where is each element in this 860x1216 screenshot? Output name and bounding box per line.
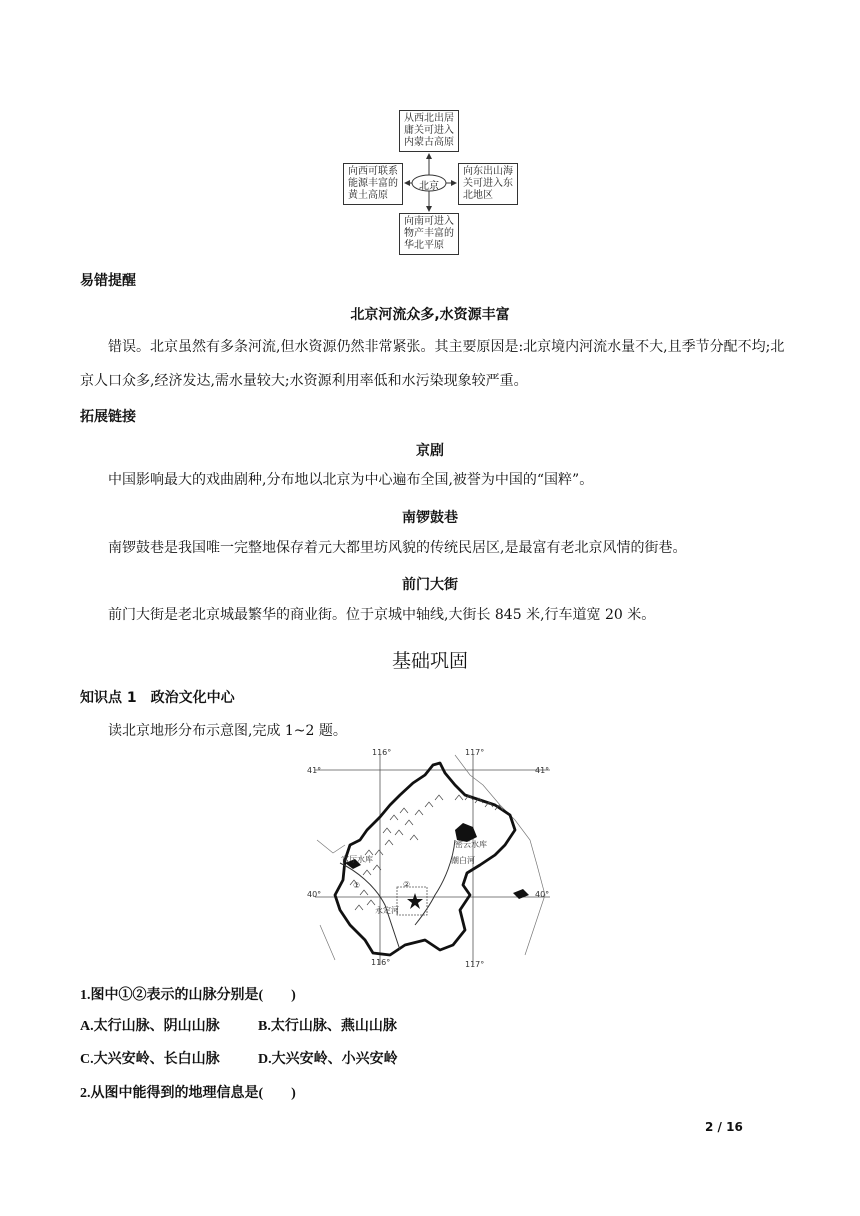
- map-label-2: ②: [403, 880, 411, 889]
- knowledge-point: 知识点 1 政治文化中心: [80, 690, 235, 706]
- diagram-north-box: 从西北出居庸关可进入内蒙古高原: [399, 110, 459, 152]
- diagram-south-box: 向南可进入物产丰富的华北平原: [399, 213, 459, 255]
- lon-label-116-top: 116°: [372, 748, 392, 757]
- diagram-west-box: 向西可联系能源丰富的黄土高原: [343, 163, 403, 205]
- lat-label-40-left: 40°: [307, 890, 322, 899]
- lat-label-40-right: 40°: [535, 890, 550, 899]
- diagram-center-label: 北京: [419, 181, 439, 192]
- section-title: 基础巩固: [391, 650, 468, 672]
- mistake-body: 错误。北京虽然有多条河流,但水资源仍然非常紧张。其主要原因是:北京境内河流水量不大,且季节分配不均;北京人口众多,经济发达,需水量较大;水资源利用率低和水污染现象较严重。: [80, 339, 785, 389]
- question-2-stem: 2.从图中能得到的地理信息是( ): [80, 1086, 296, 1101]
- lat-label-41-right: 41°: [535, 766, 550, 775]
- map-label-chaobai: 潮白河: [451, 856, 475, 865]
- lon-label-116-bottom: 116°: [371, 958, 391, 967]
- extension-body-3: 前门大街是老北京城最繁华的商业街。位于京城中轴线,大街长 845 米,行车道宽 20 米。: [108, 607, 656, 623]
- lat-label-41-left: 41°: [307, 766, 322, 775]
- page-number: 2 / 16: [705, 1120, 743, 1134]
- map-label-yongding: 永定河: [375, 906, 399, 915]
- mistake-title: 北京河流众多,水资源丰富: [350, 307, 510, 323]
- extension-body-1: 中国影响最大的戏曲剧种,分布地以北京为中心遍布全国,被誉为中国的“国粹”。: [108, 472, 594, 488]
- map-label-guanting: 官厅水库: [341, 855, 373, 864]
- extension-title-1: 京剧: [416, 443, 444, 459]
- mistake-heading: 易错提醒: [80, 273, 136, 289]
- map-label-miyun: 密云水库: [455, 840, 487, 849]
- instruction: 读北京地形分布示意图,完成 1~2 题。: [108, 723, 347, 739]
- lon-label-117-bottom: 117°: [465, 960, 485, 969]
- extension-body-2: 南锣鼓巷是我国唯一完整地保存着元大都里坊风貌的传统民居区,是最富有老北京风情的街巷。: [108, 540, 687, 556]
- question-1-stem: 1.图中①②表示的山脉分别是( ): [80, 988, 296, 1003]
- map-label-1: ①: [353, 881, 361, 890]
- question-1-option-d[interactable]: D.大兴安岭、小兴安岭: [258, 1052, 398, 1067]
- question-1-option-c[interactable]: C.大兴安岭、长白山脉: [80, 1052, 220, 1067]
- beijing-terrain-map: [305, 745, 555, 970]
- lon-label-117-top: 117°: [465, 748, 485, 757]
- extension-title-3: 前门大街: [402, 577, 458, 593]
- diagram-east-box: 向东出山海关可进入东北地区: [458, 163, 518, 205]
- extension-heading: 拓展链接: [80, 409, 136, 425]
- question-1-option-a[interactable]: A.太行山脉、阴山山脉: [80, 1019, 220, 1034]
- question-1-option-b[interactable]: B.太行山脉、燕山山脉: [258, 1019, 397, 1034]
- extension-title-2: 南锣鼓巷: [402, 510, 458, 526]
